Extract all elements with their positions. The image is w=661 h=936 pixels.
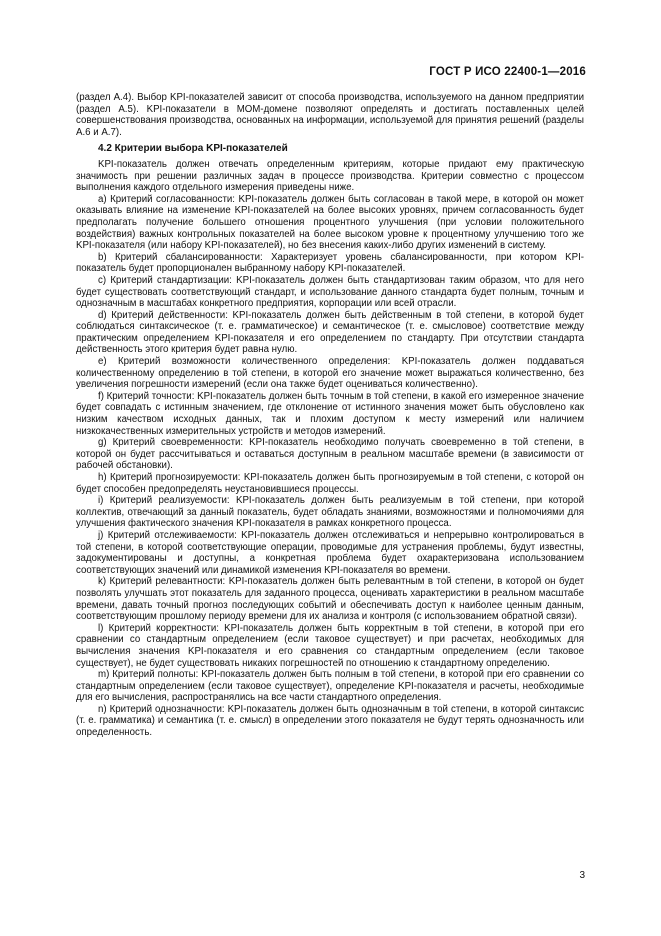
section-intro-paragraph: KPI-показатель должен отвечать определенным критериям, которые придают ему практическую значимость при решении различных задач в процессе производства. Критерии совместно с процессом выполнения каждого отдельного измерения приведены ниже. [76,158,584,194]
criterion-d: d) Критерий действенности: KPI-показатель должен быть действенным в той степени, в которой будет соблюдаться синтаксическое (т. е. грамматическое) и семантическое (т. е. смысловое) соответствие между практическим определением KPI-показателя и его определением по стандарту. При отсутствии стандарта действенность этого критерия будет равна нулю. [76,309,584,356]
criterion-f: f) Критерий точности: KPI-показатель должен быть точным в той степени, в какой его измеренное значение будет совпадать с истинным значением, где отклонение от истинного значения может быть обусловлено как низким качеством исходных данных, так и плохим доступом к месту измерений или наличием низкокачественных измерительных устройств и методов измерений. [76,390,584,437]
criterion-c: c) Критерий стандартизации: KPI-показатель должен быть стандартизован таким образом, что для него будет существовать соответствующий стандарт, и использование данного стандарта будет полным, точным и однозначным в масштабах конкретного предприятия, корпорации или всей отрасли. [76,274,584,310]
page-number: 3 [579,870,585,881]
criterion-i: i) Критерий реализуемости: KPI-показатель должен быть реализуемым в той степени, при которой коллектив, отвечающий за данный показатель, будет обладать знаниями, возможностями и полномочиями для улучшения фактического значения KPI-показателя в рамках конкретного процесса. [76,495,584,530]
page-content [76,92,584,739]
criterion-n: n) Критерий однозначности: KPI-показатель должен быть однозначным в той степени, в которой синтаксис (т. е. грамматика) и семантика (т. е. смысл) в определении этого показателя не будут терять однозначность или определенность. [76,703,584,739]
criterion-k: k) Критерий релевантности: KPI-показатель должен быть релевантным в той степени, в которой он будет позволять улучшать этот показатель для заданного процесса, оценивать характеристики в реальном масштабе времени, давать точный прогноз последующих событий и обеспечивать доступ к наиболее ценным данным, соответствующим прошлому периоду времени для их анализа и контроля (с использованием обратной связи). [76,576,584,623]
section-title: 4.2 Критерии выбора KPI-показателей [98,143,288,155]
criterion-e: e) Критерий возможности количественного определения: KPI-показатель должен поддаваться количественному определению в той степени, в которой его значение может выражаться количественно, без увеличения погрешности измерений (если она также будет оцениваться количественно). [76,356,584,391]
criterion-b: b) Критерий сбалансированности: Характеризует уровень сбалансированности, при котором KPI-показатель будет пропорционален выбранному набору KPI-показателей. [76,251,584,275]
criterion-h: h) Критерий прогнозируемости: KPI-показатель должен быть прогнозируемым в той степени, с которой он будет способен предопределять неустановившиеся процессы. [76,472,584,495]
intro-paragraph: (раздел А.4). Выбор KPI-показателей зависит от способа производства, используемого на данном предприятии (раздел А.5). KPI-показатели в MOM-домене позволяют определять и достигать поставленных целей совершенствования производства, основанных на информации, используемой для принятия решений (разделы А.6 и А.7). [76,92,584,138]
criterion-m: m) Критерий полноты: KPI-показатель должен быть полным в той степени, в которой при его сравнении со стандартным определением (если таковое существует), определение KPI-показателя и расчеты, необходимые для его вычисления, распространялись на все части стандартного определения. [76,669,584,704]
criterion-j: j) Критерий отслеживаемости: KPI-показатель должен отслеживаться и непрерывно контролироваться в той степени, в которой соответствующие операции, проводимые для устранения проблемы, будут известны, задокументированы и доступны, а конкретная проблема будет охарактеризована использованием соответствующих значений или динамикой изменения KPI-показателя во времени. [76,529,584,576]
document-header: ГОСТ Р ИСО 22400-1—2016 [429,66,586,78]
criterion-a: a) Критерий согласованности: KPI-показатель должен быть согласован в такой мере, в которой он может оказывать влияние на изменение KPI-показателей на более высоких уровнях, причем согласованность будет предполагать получение большего отношения процентного улучшения (при условии положительного воздействия) важных контрольных показателей на более высоком уровне к процентному улучшению того же KPI-показателя (или набору KPI-показателей), но без внесения каких-либо других изменений в систему. [76,193,584,252]
criterion-l: l) Критерий корректности: KPI-показатель должен быть корректным в той степени, в которой при его сравнении со стандартным определением (если таковое существует) и при расчетах, необходимых для вычисления значения KPI-показателя и его сравнения со стандартным определением (если таковое существует), не будет существовать никаких погрешностей по отношению к стандартному определению. [76,622,584,669]
criterion-g: g) Критерий своевременности: KPI-показатель необходимо получать своевременно в той степени, в которой он будет рассчитываться и оставаться доступным в реальном масштабе времени (в зависимости от рабочей обстановки). [76,437,584,472]
